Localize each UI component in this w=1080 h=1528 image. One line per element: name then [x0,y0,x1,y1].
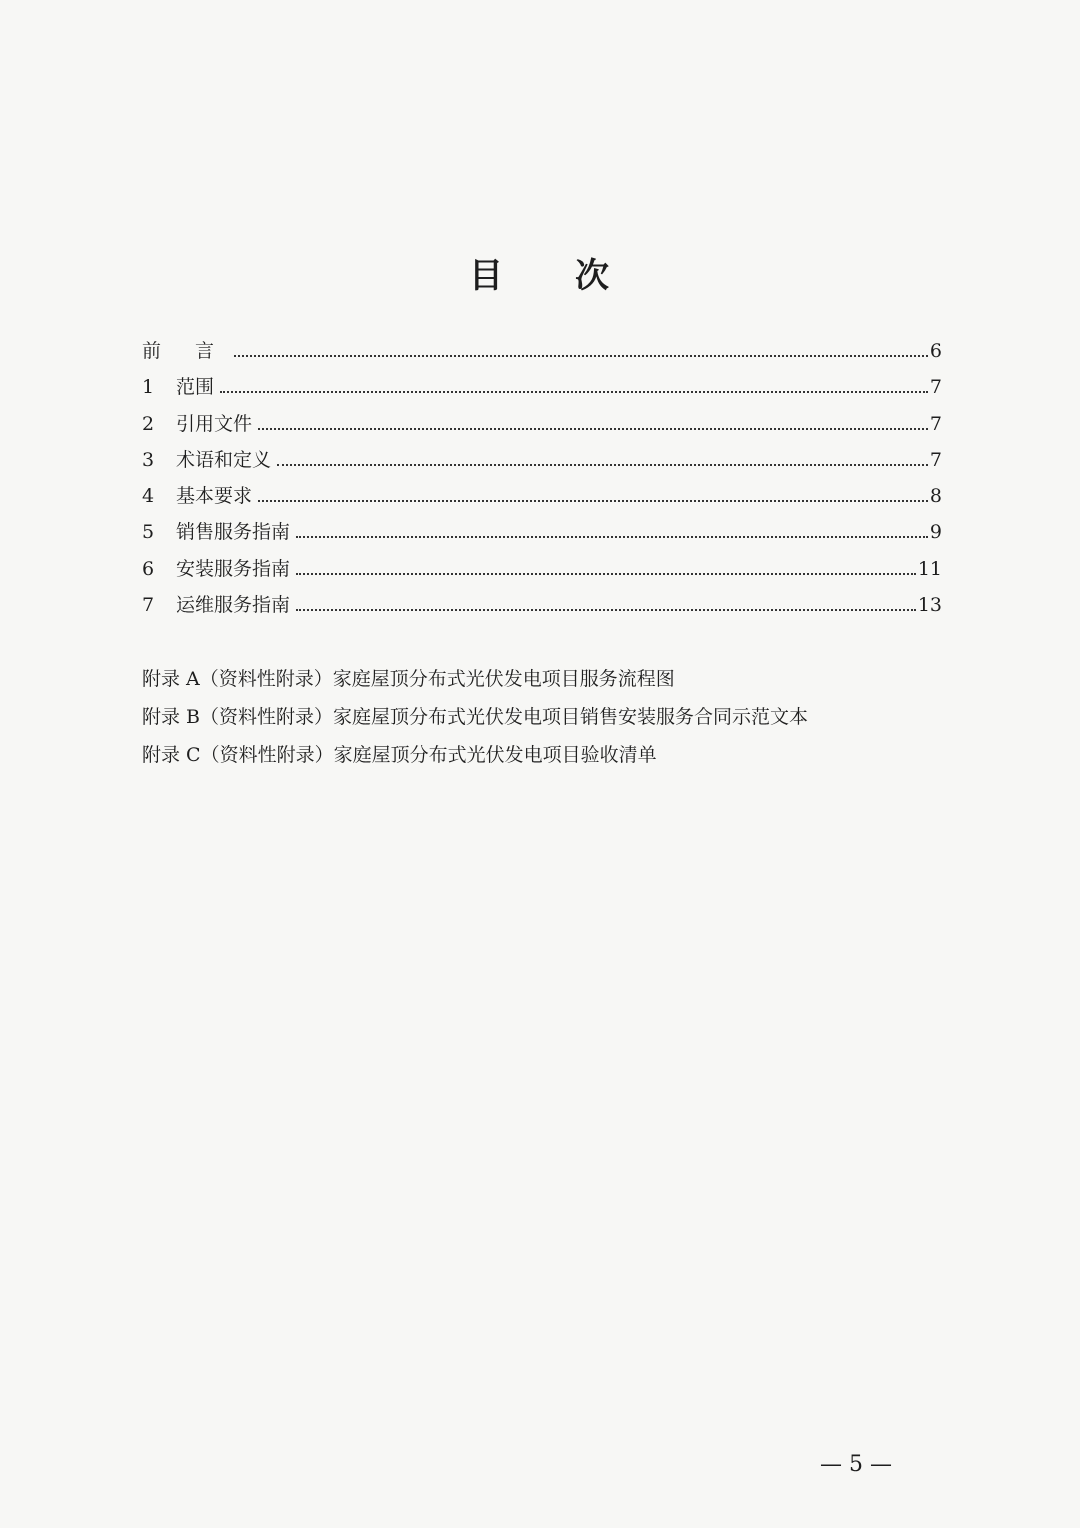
toc-leader-dots [277,464,928,466]
title-char-2: 次 [575,256,611,296]
toc-entry-page: 7 [929,448,942,471]
table-of-contents [142,336,942,626]
toc-entry-label: 安装服务指南 [176,557,291,580]
toc-leader-dots [220,391,928,393]
toc-entry-number: 1 [142,376,155,399]
toc-leader-dots [234,355,928,357]
toc-entry-page: 11 [917,557,942,580]
toc-entry-page: 9 [929,521,942,544]
page-number: — 5 — [820,1452,892,1477]
appendix-entry: 附录 C（资料性附录）家庭屋顶分布式光伏发电项目验收清单 [142,744,657,766]
appendix-list [142,664,962,778]
toc-leader-dots [296,573,916,575]
toc-entry [142,372,942,408]
toc-entry [142,336,942,372]
toc-leader-dots [258,428,928,430]
toc-entry-page: 13 [917,594,942,617]
toc-entry-page: 8 [929,485,942,508]
toc-entry [142,590,942,626]
toc-entry-page: 7 [929,412,942,435]
page-title [0,248,1080,297]
toc-entry-number: 7 [142,594,155,617]
toc-entry-label: 前 言 [142,340,229,362]
toc-entry-page: 7 [929,376,942,399]
toc-entry-number: 4 [142,485,155,508]
toc-entry-label: 范围 [176,376,215,399]
toc-entry-label: 基本要求 [176,485,253,508]
toc-leader-dots [296,609,916,611]
toc-entry-label: 销售服务指南 [176,521,291,544]
toc-entry-number: 6 [142,557,155,580]
toc-leader-dots [296,536,928,538]
toc-leader-dots [258,500,928,502]
toc-entry-number: 3 [142,448,155,471]
toc-entry [142,554,942,590]
toc-entry-label: 引用文件 [176,412,253,435]
appendix-entry: 附录 A（资料性附录）家庭屋顶分布式光伏发电项目服务流程图 [142,668,675,690]
toc-entry [142,409,942,445]
toc-entry-label: 运维服务指南 [176,594,291,617]
toc-entry-number: 5 [142,521,155,544]
title-char-1: 目 [469,256,505,296]
toc-entry-number: 2 [142,412,155,435]
toc-entry [142,517,942,553]
toc-entry [142,445,942,481]
toc-entry-label: 术语和定义 [176,448,272,471]
toc-entry [142,481,942,517]
toc-entry-page: 6 [929,340,942,362]
appendix-entry: 附录 B（资料性附录）家庭屋顶分布式光伏发电项目销售安装服务合同示范文本 [142,706,809,728]
